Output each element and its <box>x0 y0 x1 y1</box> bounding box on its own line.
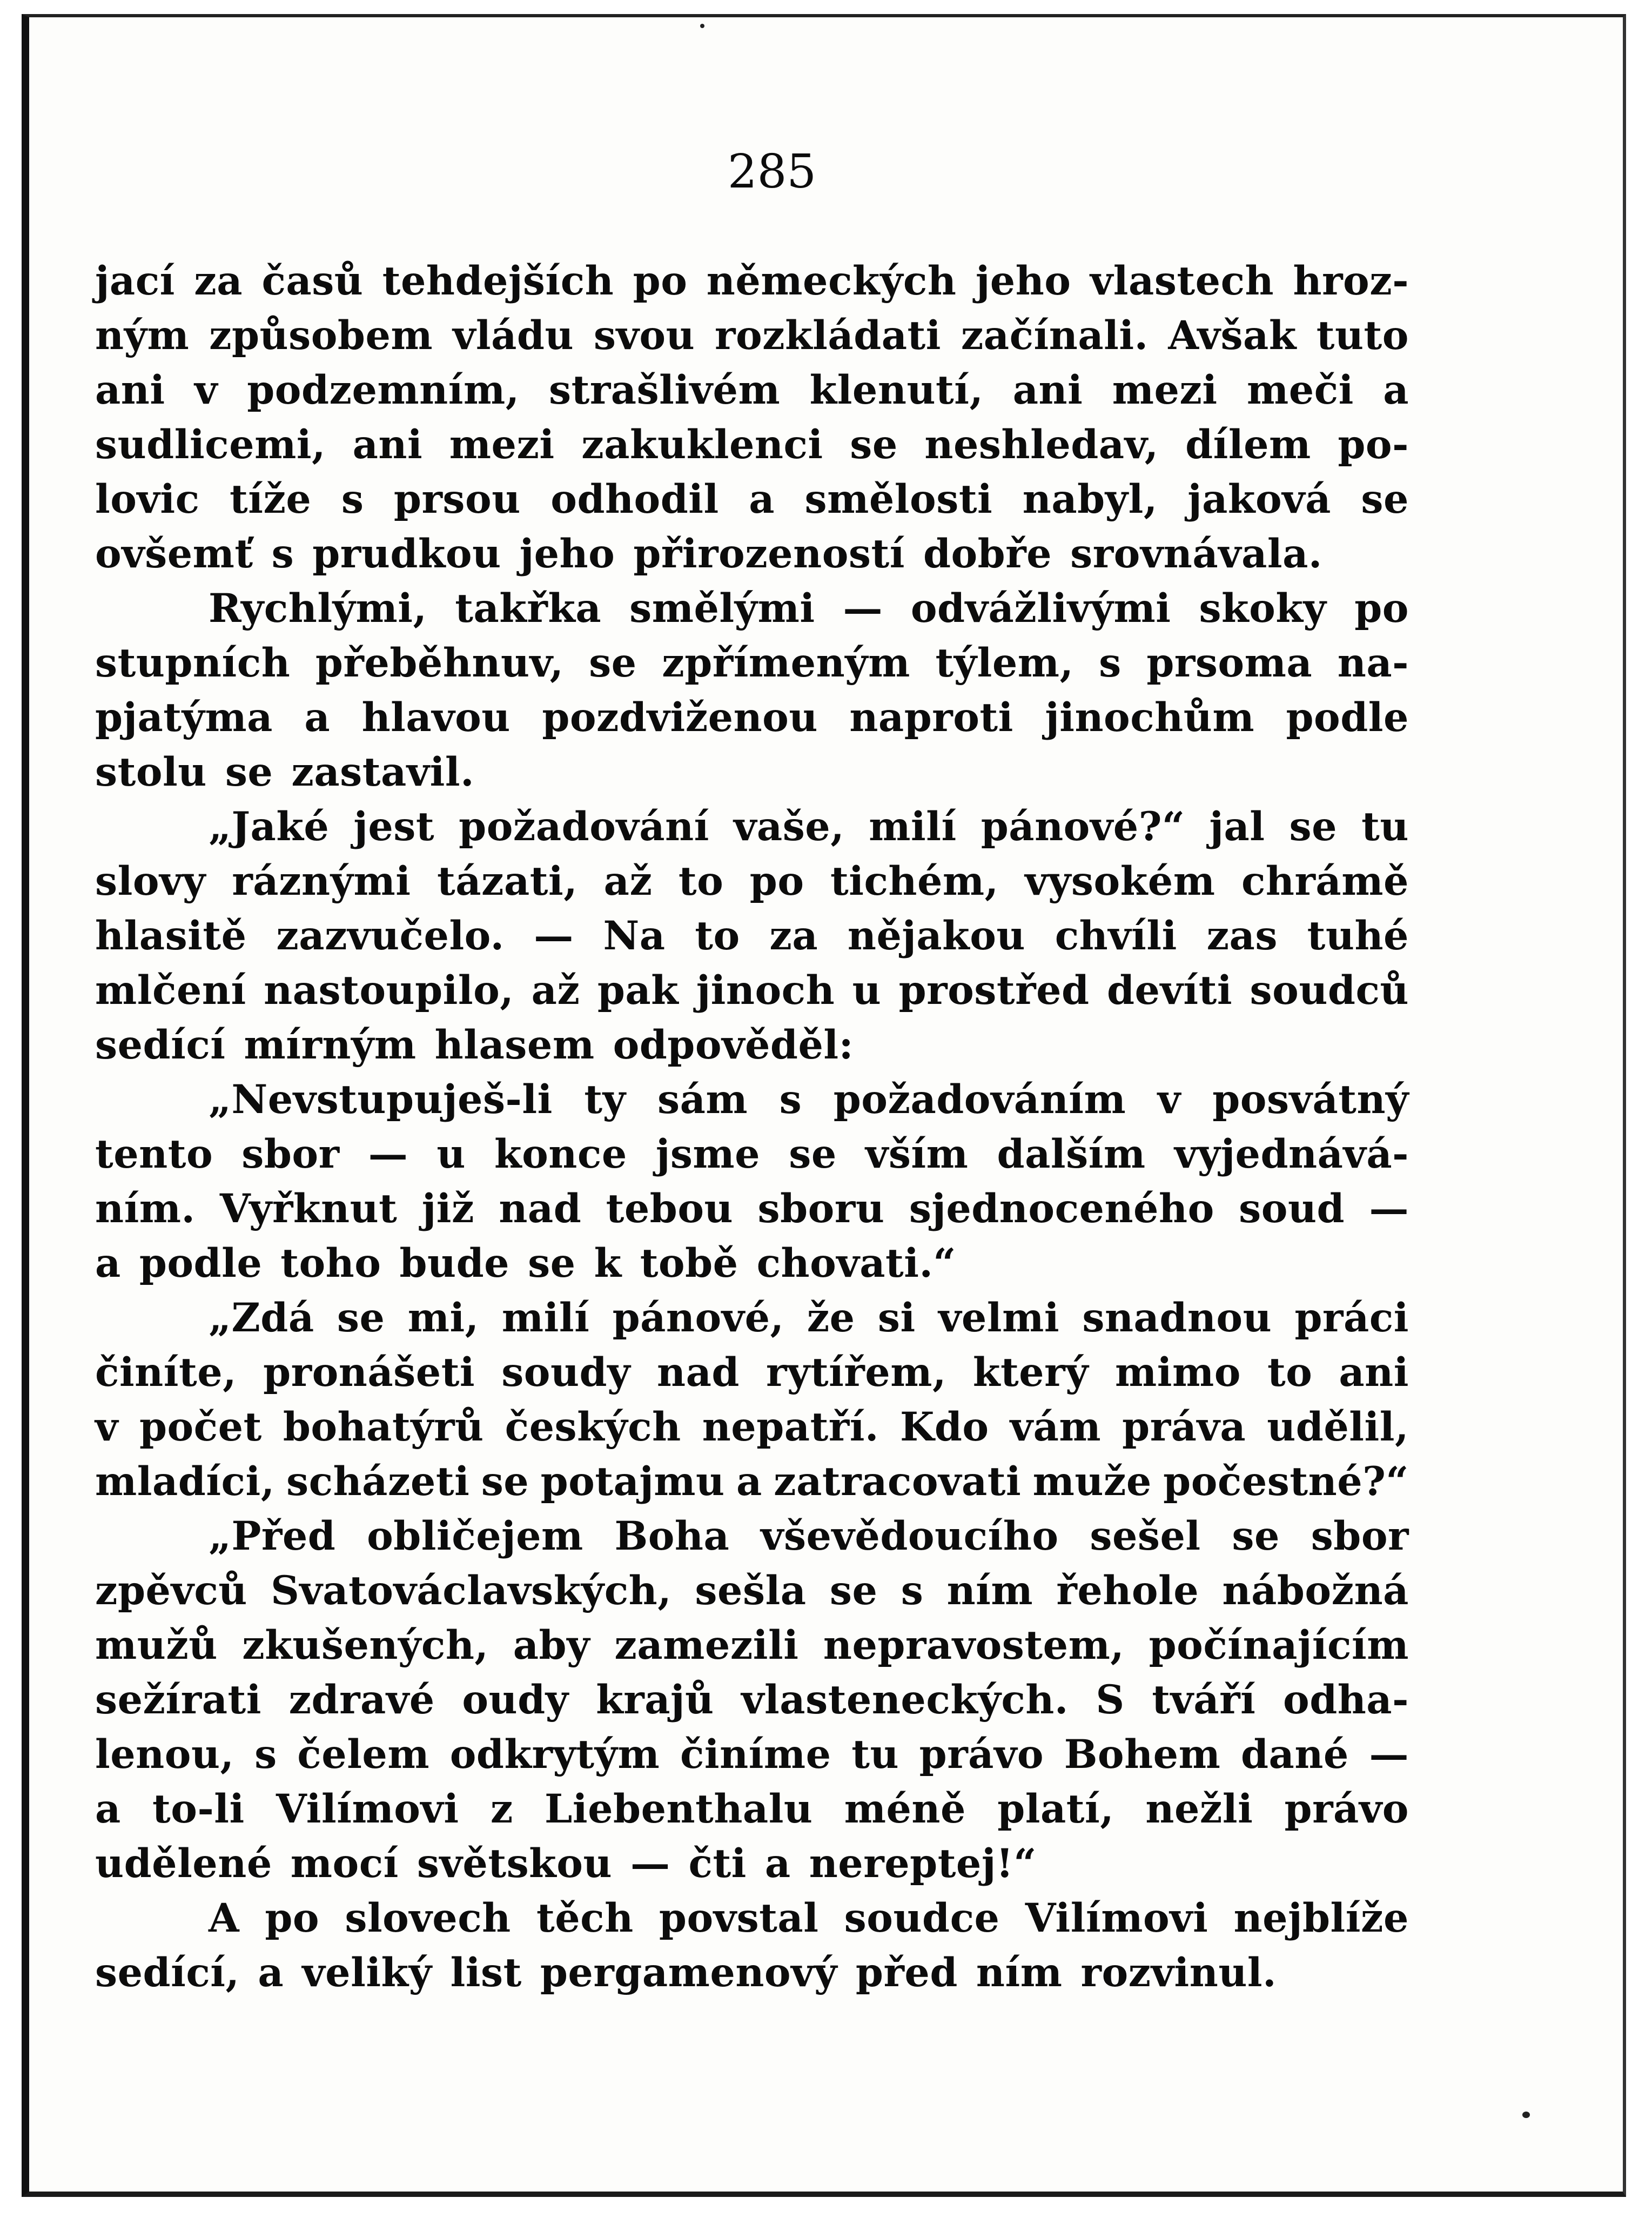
word: Avšak <box>1168 312 1297 359</box>
word: neshledav, <box>924 421 1159 468</box>
word: požadováním <box>833 1076 1126 1123</box>
word: „Zdá <box>209 1295 314 1341</box>
word: — <box>368 1131 408 1177</box>
word: se <box>1232 1513 1280 1559</box>
word: chvíli <box>1055 913 1177 959</box>
word: pergamenový <box>540 1949 837 1996</box>
word: po <box>1354 585 1409 632</box>
text-line <box>95 1236 1409 1291</box>
word: prostřed <box>898 967 1090 1014</box>
word: jeho <box>519 531 615 577</box>
word: za <box>769 913 818 959</box>
word: si <box>877 1295 916 1341</box>
word: potajmu <box>540 1458 725 1505</box>
word: přeběhnuv, <box>315 640 564 686</box>
word: platí, <box>997 1786 1114 1832</box>
word: počestné?“ <box>1163 1458 1409 1505</box>
word: řehole <box>1056 1567 1199 1614</box>
text-line <box>95 1946 1409 2000</box>
word: ty <box>584 1076 626 1123</box>
word: soudců <box>1250 967 1409 1014</box>
word: ani <box>352 421 423 468</box>
word: počet <box>139 1404 262 1450</box>
word: velmi <box>938 1295 1060 1341</box>
text-line <box>95 745 1409 800</box>
word: mocí <box>290 1840 399 1887</box>
word: mimo <box>1115 1349 1241 1396</box>
word: se <box>337 1295 385 1341</box>
word: pozdviženou <box>542 694 818 741</box>
word: vládu <box>452 312 574 359</box>
word: s <box>779 1076 802 1123</box>
text-line <box>95 854 1409 909</box>
word: sám <box>657 1076 748 1123</box>
word: devíti <box>1107 967 1233 1014</box>
word: mezi <box>1112 367 1218 413</box>
word: tobě <box>640 1240 738 1286</box>
word: udělené <box>95 1840 272 1887</box>
word: až <box>603 858 653 904</box>
word: lovic <box>95 476 200 522</box>
word: slovech <box>345 1895 511 1941</box>
word: dané <box>1241 1731 1349 1778</box>
text-line <box>95 963 1409 1018</box>
word: mi, <box>407 1295 479 1341</box>
word: podle <box>1286 694 1409 741</box>
word: sešla <box>695 1567 807 1614</box>
word: požadování <box>459 803 709 850</box>
word: snadnou <box>1082 1295 1272 1341</box>
word: posvátný <box>1212 1076 1409 1123</box>
word: méně <box>844 1786 966 1832</box>
text-line <box>95 1673 1409 1727</box>
word: S <box>1096 1677 1125 1723</box>
word: udělil, <box>1267 1404 1409 1450</box>
text-line <box>95 254 1409 309</box>
word: — <box>843 585 883 632</box>
page-number: 285 <box>727 145 817 199</box>
text-line <box>95 636 1409 691</box>
word: po <box>633 258 688 304</box>
word: nepatří. <box>702 1404 879 1450</box>
word: ným <box>95 312 190 359</box>
word: činíme <box>680 1731 831 1778</box>
word: jeho <box>975 258 1071 304</box>
text-line <box>95 472 1409 527</box>
word: lenou, <box>95 1731 234 1778</box>
text-line <box>95 1727 1409 1782</box>
word: tázati, <box>437 858 578 904</box>
word: krajů <box>596 1677 714 1723</box>
word: povstal <box>659 1895 819 1941</box>
text-line <box>95 1400 1409 1455</box>
word: zpřímeným <box>662 640 910 686</box>
word: s <box>341 476 364 522</box>
word: vám <box>1010 1404 1102 1450</box>
word: v <box>95 1404 118 1450</box>
word: s <box>901 1567 924 1614</box>
word: vším <box>865 1131 969 1177</box>
word: u <box>436 1131 466 1177</box>
word: skoky <box>1199 585 1327 632</box>
word: dílem <box>1185 421 1311 468</box>
word: takřka <box>455 585 602 632</box>
word: po <box>749 858 804 904</box>
word: Svatováclavských, <box>271 1567 672 1614</box>
word: tu <box>851 1731 899 1778</box>
word: scházeti <box>286 1458 470 1505</box>
word: mlčení <box>95 967 246 1014</box>
word: pánové?“ <box>981 803 1185 850</box>
word: — <box>630 1840 670 1887</box>
word: přirozeností <box>633 531 905 577</box>
word: tuhé <box>1307 913 1409 959</box>
word: ovšemť <box>95 531 253 577</box>
word: list <box>450 1949 522 1996</box>
word: jsme <box>655 1131 761 1177</box>
word: „Nevstupuješ-li <box>209 1076 553 1123</box>
word: rozvinul. <box>1080 1949 1277 1996</box>
text-line <box>95 1891 1409 1946</box>
word: rytířem, <box>765 1349 946 1396</box>
word: a <box>749 476 775 522</box>
word: nábožná <box>1222 1567 1409 1614</box>
text-line <box>95 363 1409 418</box>
word: se <box>850 421 898 468</box>
word: vševědoucího <box>761 1513 1059 1559</box>
word: způsobem <box>209 312 433 359</box>
text-line <box>95 800 1409 854</box>
word: až <box>531 967 580 1014</box>
word: — <box>1369 1185 1409 1232</box>
word: se <box>528 1240 576 1286</box>
word: tento <box>95 1131 213 1177</box>
word: naproti <box>849 694 1013 741</box>
word: Rychlými, <box>209 585 427 632</box>
word: nereptej!“ <box>809 1840 1037 1887</box>
text-line <box>95 527 1409 581</box>
word: Bohem <box>1064 1731 1221 1778</box>
word: nad <box>657 1349 740 1396</box>
word: milí <box>501 1295 590 1341</box>
text-line <box>95 909 1409 963</box>
word: — <box>1369 1731 1409 1778</box>
text-line <box>95 1018 1409 1073</box>
word: zatracovati <box>774 1458 1022 1505</box>
word: konce <box>494 1131 627 1177</box>
word: a <box>95 1240 121 1286</box>
word: vyjednává- <box>1174 1131 1409 1177</box>
word: jinoch <box>696 967 835 1014</box>
word: týlem, <box>935 640 1074 686</box>
word: nepravostem, <box>823 1622 1125 1668</box>
word: s <box>1099 640 1122 686</box>
word: sedící, <box>95 1949 240 1996</box>
word: mezi <box>449 421 555 468</box>
text-line <box>95 418 1409 472</box>
word: se <box>589 640 637 686</box>
text-line <box>95 1837 1409 1891</box>
word: odvážlivými <box>910 585 1171 632</box>
word: prudkou <box>312 531 501 577</box>
text-line <box>95 1455 1409 1509</box>
word: zas <box>1206 913 1278 959</box>
word: nad <box>499 1185 582 1232</box>
word: to <box>695 913 740 959</box>
word: Vilímovi <box>1025 1895 1208 1941</box>
word: u <box>852 967 882 1014</box>
word: vlasteneckých. <box>741 1677 1069 1723</box>
word: meči <box>1246 367 1354 413</box>
word: stupních <box>95 640 291 686</box>
word: srovnávala. <box>1070 531 1322 577</box>
word: který <box>972 1349 1089 1396</box>
word: s <box>254 1731 277 1778</box>
text-line <box>95 1127 1409 1182</box>
word: Na <box>603 913 666 959</box>
word: sešel <box>1090 1513 1201 1559</box>
word: sjednoceného <box>909 1185 1214 1232</box>
word: oudy <box>462 1677 569 1723</box>
word: pjatýma <box>95 694 273 741</box>
word: mírným <box>244 1022 417 1068</box>
text-line <box>95 1345 1409 1400</box>
word: soudy <box>501 1349 631 1396</box>
ink-speck <box>1522 2112 1530 2118</box>
word: podle <box>139 1240 263 1286</box>
word: odkrytým <box>449 1731 660 1778</box>
word: bohatýrů <box>283 1404 484 1450</box>
word: toho <box>280 1240 381 1286</box>
word: hlasitě <box>95 913 247 959</box>
word: muže <box>1032 1458 1152 1505</box>
word: se <box>481 1458 529 1505</box>
word: A <box>209 1895 240 1941</box>
word: jal <box>1209 803 1265 850</box>
word: aby <box>513 1622 590 1668</box>
word: již <box>421 1185 474 1232</box>
word: jest <box>353 803 435 850</box>
text-line <box>95 1564 1409 1618</box>
word: veliký <box>302 1949 432 1996</box>
word: klenutí, <box>809 367 984 413</box>
word: práva <box>1122 1404 1246 1450</box>
word: Vyřknut <box>219 1185 398 1232</box>
word: ani <box>1339 1349 1409 1396</box>
word: zamezili <box>614 1622 799 1668</box>
word: tíže <box>230 476 312 522</box>
word: před <box>855 1949 958 1996</box>
word: mladíci, <box>95 1458 275 1505</box>
word: Boha <box>614 1513 730 1559</box>
word: vlastech <box>1090 258 1274 304</box>
word: soud <box>1239 1185 1345 1232</box>
word: sbor <box>1311 1513 1409 1559</box>
word: „Před <box>209 1513 336 1559</box>
word: tichém, <box>830 858 999 904</box>
word: se <box>1361 476 1409 522</box>
word: to <box>1267 1349 1313 1396</box>
word: českých <box>505 1404 681 1450</box>
word: po <box>265 1895 320 1941</box>
word: ním <box>946 1567 1033 1614</box>
word: a <box>258 1949 284 1996</box>
word: právo <box>919 1731 1044 1778</box>
word: nejblíže <box>1233 1895 1409 1941</box>
word: začínali. <box>961 312 1149 359</box>
word: se <box>789 1131 837 1177</box>
word: se <box>1289 803 1338 850</box>
word: odhodil <box>550 476 719 522</box>
word: podzemním, <box>247 367 520 413</box>
word: strašlivém <box>549 367 781 413</box>
word: hroz- <box>1293 258 1409 304</box>
word: „Jaké <box>209 803 330 850</box>
word: slovy <box>95 858 206 904</box>
word: Kdo <box>899 1404 989 1450</box>
word: těch <box>536 1895 634 1941</box>
word: k <box>594 1240 622 1286</box>
word: čti <box>688 1840 747 1887</box>
word: s <box>271 531 294 577</box>
word: v <box>194 367 218 413</box>
word: časů <box>261 258 364 304</box>
word: a <box>1383 367 1409 413</box>
body-text <box>95 254 1409 2000</box>
word: že <box>807 1295 855 1341</box>
word: se <box>829 1567 878 1614</box>
word: počínajícím <box>1149 1622 1409 1668</box>
word: ním <box>976 1949 1063 1996</box>
word: vaše, <box>733 803 845 850</box>
word: zazvučelo. <box>276 913 505 959</box>
word: pronášeti <box>263 1349 475 1396</box>
word: dobře <box>923 531 1052 577</box>
word: práci <box>1294 1295 1409 1341</box>
word: čelem <box>297 1731 430 1778</box>
word: pánové, <box>612 1295 784 1341</box>
word: milí <box>869 803 957 850</box>
word: jací <box>95 258 175 304</box>
text-line <box>95 1182 1409 1236</box>
word: bude <box>399 1240 510 1286</box>
word: a <box>95 1786 121 1832</box>
word: tehdejších <box>382 258 614 304</box>
word: dalším <box>997 1131 1146 1177</box>
word: tebou <box>606 1185 734 1232</box>
word: sežírati <box>95 1677 261 1723</box>
word: za <box>194 258 243 304</box>
text-line <box>95 1782 1409 1837</box>
word: to-li <box>152 1786 245 1832</box>
text-line <box>95 1618 1409 1673</box>
word: soudce <box>844 1895 1000 1941</box>
word: obličejem <box>367 1513 583 1559</box>
word: zkušených, <box>242 1622 489 1668</box>
text-line <box>95 1509 1409 1564</box>
word: sudlicemi, <box>95 421 326 468</box>
word: Vilímovi <box>276 1786 459 1832</box>
word: ani <box>95 367 165 413</box>
word: ráznými <box>232 858 411 904</box>
word: světskou <box>417 1840 613 1887</box>
word: pak <box>597 967 679 1014</box>
word: zakuklenci <box>581 421 823 468</box>
text-line <box>95 1291 1409 1345</box>
word: — <box>534 913 574 959</box>
word: a <box>764 1840 791 1887</box>
word: sbor <box>241 1131 340 1177</box>
text-line <box>95 309 1409 363</box>
word: chovati.“ <box>756 1240 956 1286</box>
word: nežli <box>1145 1786 1253 1832</box>
word: tu <box>1361 803 1409 850</box>
ink-speck <box>700 24 704 28</box>
word: a <box>304 694 331 741</box>
word: jinochům <box>1045 694 1255 741</box>
word: odha- <box>1283 1677 1409 1723</box>
word: činíte, <box>95 1349 237 1396</box>
word: chrámě <box>1241 858 1409 904</box>
text-line <box>95 581 1409 636</box>
word: stolu <box>95 749 207 795</box>
word: hlasem <box>434 1022 595 1068</box>
word: německých <box>706 258 957 304</box>
word: to <box>678 858 724 904</box>
word: vysokém <box>1025 858 1216 904</box>
word: prsou <box>393 476 521 522</box>
word: zastavil. <box>291 749 475 795</box>
word: smělými <box>629 585 815 632</box>
word: mužů <box>95 1622 218 1668</box>
word: Liebenthalu <box>545 1786 813 1832</box>
word: svou <box>593 312 695 359</box>
word: z <box>490 1786 513 1832</box>
word: sedící <box>95 1022 226 1068</box>
word: sboru <box>757 1185 885 1232</box>
word: odpověděl: <box>613 1022 854 1068</box>
word: nějakou <box>847 913 1025 959</box>
word: ním. <box>95 1185 196 1232</box>
text-line <box>95 691 1409 745</box>
word: tváří <box>1152 1677 1256 1723</box>
word: a <box>736 1458 762 1505</box>
text-line <box>95 1073 1409 1127</box>
word: zdravé <box>288 1677 435 1723</box>
word: jaková <box>1187 476 1331 522</box>
word: po- <box>1338 421 1409 468</box>
word: právo <box>1284 1786 1409 1832</box>
word: nastoupilo, <box>264 967 514 1014</box>
word: prsoma <box>1146 640 1313 686</box>
word: na- <box>1337 640 1409 686</box>
word: smělosti <box>804 476 993 522</box>
word: rozkládati <box>715 312 942 359</box>
word: v <box>1157 1076 1181 1123</box>
word: zpěvců <box>95 1567 247 1614</box>
word: hlavou <box>361 694 511 741</box>
word: ani <box>1012 367 1083 413</box>
word: se <box>225 749 273 795</box>
word: tuto <box>1316 312 1409 359</box>
word: nabyl, <box>1022 476 1158 522</box>
